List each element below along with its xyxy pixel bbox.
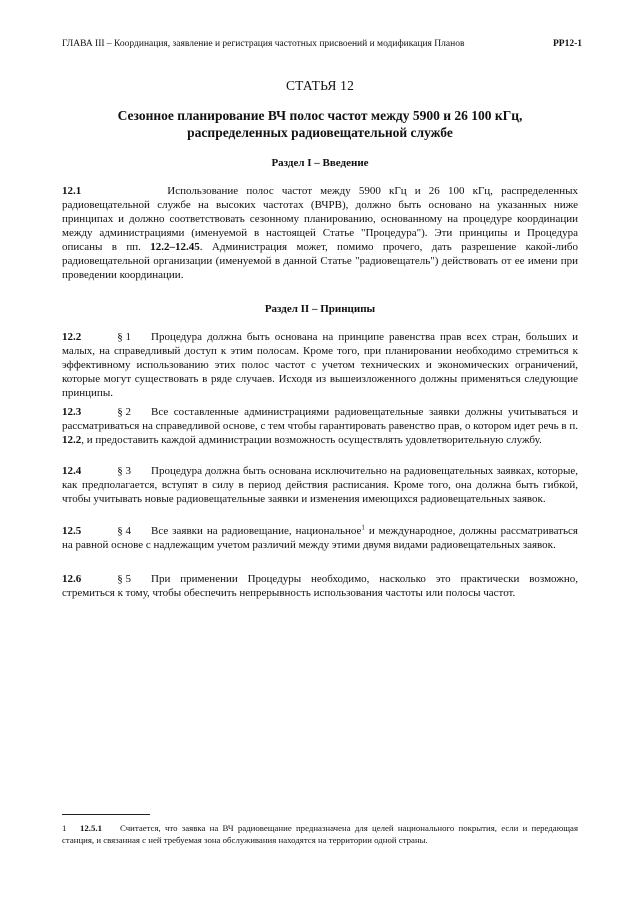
cross-reference: 12.2 xyxy=(62,434,82,446)
footnote-separator xyxy=(62,814,150,815)
paragraph-12-5 xyxy=(62,524,578,552)
paragraph-number: 12.2 xyxy=(62,331,82,343)
article-title-line-1: Сезонное планирование ВЧ полос частот между 5900 и 26 100 кГц, xyxy=(117,108,523,123)
paragraph-text: Использование полос частот между 5900 кГц и 26 100 кГц, распределенных радиовещательной службе на высоких частотах (ВЧРВ), должно быть основано на указанных ниже принципах и должно соответствовать сезонному планированию, основанному на процедуре координации между администрациями (именуемой в настоящей Статье "Процедура"). Эти принципы и Процедура описаны в пп. xyxy=(62,185,578,253)
paragraph-text: и международное, должны рассматриваться на равной основе с надлежащим учетом различий между этими двумя видами радиовещательных заявок. xyxy=(62,525,578,551)
footnote xyxy=(62,822,578,846)
section-heading-1: Раздел I – Введение xyxy=(271,157,369,169)
article-title xyxy=(80,107,560,141)
paragraph-number: 12.4 xyxy=(62,465,82,477)
footnote-marker: 1 xyxy=(361,523,365,532)
cross-reference: 12.2–12.45 xyxy=(150,241,200,253)
paragraph-number: 12.5 xyxy=(62,525,82,537)
paragraph-text: , и предоставить каждой администрации возможность осуществлять удовлетворительную службу. xyxy=(81,434,542,446)
paragraph-12-3 xyxy=(62,405,578,447)
section-symbol: § 3 xyxy=(117,465,131,477)
section-heading-2: Раздел II – Принципы xyxy=(264,303,376,315)
paragraph-number: 12.6 xyxy=(62,573,82,585)
paragraph-text: При применении Процедуры необходимо, насколько это практически возможно, стремиться к тому, чтобы обеспечить непрерывность использования частоты или полосы частот. xyxy=(62,573,578,599)
section-symbol: § 4 xyxy=(117,525,131,537)
footnote-number: 12.5.1 xyxy=(80,823,102,833)
paragraph-12-2 xyxy=(62,330,578,400)
page-code: PP12-1 xyxy=(552,39,582,49)
paragraph-text: . Администрация может, помимо прочего, дать разрешение какой-либо радиовещательной организации (именуемой в данной Статье "радиовещатель") действовать от ее имени при проведении координации. xyxy=(62,241,579,281)
section-symbol: § 2 xyxy=(117,406,131,418)
chapter-header: ГЛАВА III – Координация, заявление и регистрация частотных присвоений и модификация Планов xyxy=(62,39,465,49)
section-symbol: § 1 xyxy=(117,331,131,343)
paragraph-text: Процедура должна быть основана на принципе равенства прав всех стран, больших и малых, на справедливый доступ к этим полосам. Кроме того, при планировании необходимо стремиться к эффективному использованию этих полос частот с учетом технических и экономических ограничений, которые могут существовать в ряде случаев. Исходя из вышеизложенного должны применяться следующие принципы. xyxy=(62,331,578,399)
article-title-line-2: распределенных радиовещательной службе xyxy=(187,125,453,140)
paragraph-text: Процедура должна быть основана исключительно на радиовещательных заявках, которые, как предполагается, вступят в силу в период действия расписания. Кроме того, она должна быть гибкой, чтобы учитывать новые радиовещательные заявки и изменения имеющихся радиовещательных заявок. xyxy=(62,465,578,505)
paragraph-text: Все заявки на радиовещание, национальное xyxy=(151,525,362,537)
paragraph-number: 12.1 xyxy=(62,185,82,197)
footnote-mark: 1 xyxy=(62,823,67,833)
paragraph-text: Все составленные администрациями радиовещательные заявки должны учитываться и рассматриваться на справедливой основе, с тем чтобы гарантировать равенство прав, о котором идет речь в п. xyxy=(62,406,578,432)
paragraph-12-6 xyxy=(62,572,578,600)
footnote-text: Считается, что заявка на ВЧ радиовещание предназначена для целей национального покрытия, если и передающая станция, и связанная с ней требуемая зона обслуживания находятся на территории одной страны. xyxy=(62,823,578,845)
paragraph-12-1 xyxy=(62,184,578,282)
article-label: СТАТЬЯ 12 xyxy=(285,78,355,93)
paragraph-12-4 xyxy=(62,464,578,506)
section-symbol: § 5 xyxy=(117,573,131,585)
paragraph-number: 12.3 xyxy=(62,406,82,418)
